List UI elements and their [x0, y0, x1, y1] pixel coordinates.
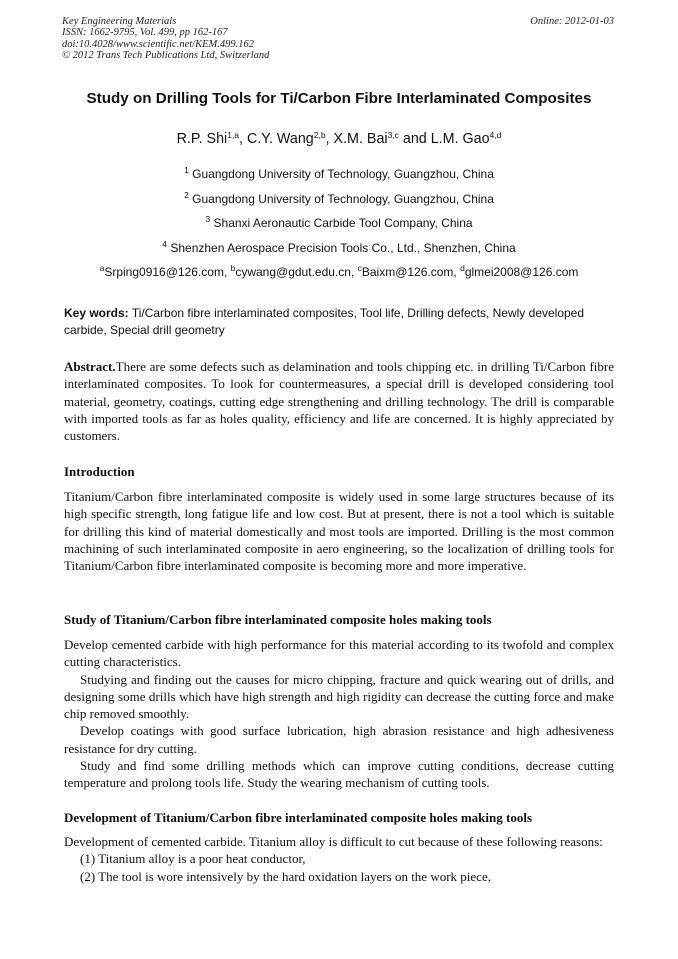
affiliation-text: Guangdong University of Technology, Guangzhou, China [192, 167, 494, 181]
introduction-text: Titanium/Carbon fibre interlaminated composite is widely used in some large structures because of its high specific strength, long fatigue life and low cost. But at present, there is not a tool which is suitable for drilling this kind of material domestically and most tools are imported. Drilling is the most common machining of such interlaminated composite in aero engineering, so the localization of drilling tools for Titanium/Carbon fibre interlaminated composite is becoming more and more imperative. [64, 489, 614, 574]
email-list [0, 265, 678, 279]
email[interactable]: glmei2008@126.com [464, 265, 579, 279]
affiliation-sup: 1 [184, 165, 189, 175]
email-sep: , [453, 265, 461, 279]
email[interactable]: Baixm@126.com [361, 265, 454, 279]
email[interactable]: Srping0916@126.com [104, 265, 224, 279]
journal-doi: doi:10.4028/www.scientific.net/KEM.499.162 [62, 38, 254, 50]
study-paragraph: Develop cemented carbide with high performance for this material according to its twofold and complex cutting characteristics. [64, 637, 614, 670]
author-sup: 2,b [313, 130, 326, 140]
affiliation [0, 192, 678, 206]
affiliation-sup: 4 [162, 239, 168, 249]
affiliation-text: Shenzhen Aerospace Precision Tools Co., Ltd., Shenzhen, China [170, 241, 516, 255]
author: C.Y. Wang [247, 131, 314, 147]
author-sep: and [398, 131, 431, 147]
author-sup: 4,d [489, 130, 502, 140]
introduction-paragraph [64, 488, 614, 574]
author-sup: 1,a [227, 130, 240, 140]
keywords [64, 305, 614, 339]
journal-issn: ISSN: 1662-9795, Vol. 499, pp 162-167 [62, 27, 228, 39]
email[interactable]: cywang@gdut.edu.cn [235, 265, 351, 279]
paper-title: Study on Drilling Tools for Ti/Carbon Fibre Interlaminated Composites [86, 90, 592, 107]
author: R.P. Shi [176, 131, 228, 147]
email-sep: , [223, 265, 231, 279]
author-sep: , [325, 131, 334, 147]
list-item: (1) Titanium alloy is a poor heat conductor, [80, 851, 306, 867]
study-paragraph: Develop coatings with good surface lubrication, high abrasion resistance and high adhesiveness resistance for dry cutting. [64, 723, 614, 756]
author: L.M. Gao [430, 131, 490, 147]
email-sup: a [99, 263, 105, 273]
study-paragraph: Study and find some drilling methods which can improve cutting conditions, decrease cutting temperature and prolong tools life. Study the wearing mechanism of cutting tools. [64, 758, 614, 791]
affiliation [0, 241, 678, 255]
development-section [64, 833, 614, 885]
email-sup: c [357, 263, 362, 273]
section-heading-introduction: Introduction [64, 464, 135, 479]
journal-header [62, 16, 614, 62]
author-sup: 3,c [387, 130, 399, 140]
affiliation [0, 216, 678, 230]
affiliation-text: Shanxi Aeronautic Carbide Tool Company, China [213, 216, 473, 230]
affiliation-text: Guangdong University of Technology, Guangzhou, China [192, 192, 494, 206]
list-item: (2) The tool is wore intensively by the hard oxidation layers on the work piece, [80, 868, 491, 884]
section-heading-study: Study of Titanium/Carbon fibre interlaminated composite holes making tools [64, 612, 492, 627]
abstract-label: Abstract. [64, 359, 116, 374]
keywords-text: Ti/Carbon fibre interlaminated composites, Tool life, Drilling defects, Newly developed carbide, Special drill geometry [64, 306, 585, 337]
study-paragraph: Studying and finding out the causes for micro chipping, fracture and quick wearing out of drills, and designing some drills which have high strength and high rigidity can decrease the cutting force and make chip removed smoothly. [64, 671, 614, 722]
section-heading-development: Development of Titanium/Carbon fibre interlaminated composite holes making tools [64, 810, 532, 825]
journal-name: Key Engineering Materials [62, 16, 177, 27]
keywords-label: Key words: [64, 306, 129, 320]
author: X.M. Bai [333, 131, 388, 147]
author-sep: , [239, 131, 247, 147]
abstract [64, 358, 614, 444]
online-date: Online: 2012-01-03 [530, 16, 614, 27]
affiliation-sup: 2 [184, 190, 189, 200]
affiliation [0, 167, 678, 181]
study-section [64, 636, 614, 792]
email-sup: b [230, 263, 236, 273]
affiliation-sup: 3 [205, 214, 211, 224]
development-intro: Development of cemented carbide. Titanium alloy is difficult to cut because of these following reasons: [64, 834, 603, 849]
author-list [0, 131, 678, 147]
abstract-text: There are some defects such as delamination and tools chipping etc. in drilling Ti/Carbon fibre interlaminated composites. To look for countermeasures, a special drill is developed considering tool material, geometry, coatings, cutting edge strengthening and drilling technology. The drill is comparable with imported tools as far as holes quality, efficiency and life are concerned. It is highly appreciated by customers. [64, 359, 614, 444]
email-sup: d [460, 263, 465, 273]
email-sep: , [350, 265, 358, 279]
journal-copyright: © 2012 Trans Tech Publications Ltd, Switzerland [62, 50, 270, 62]
